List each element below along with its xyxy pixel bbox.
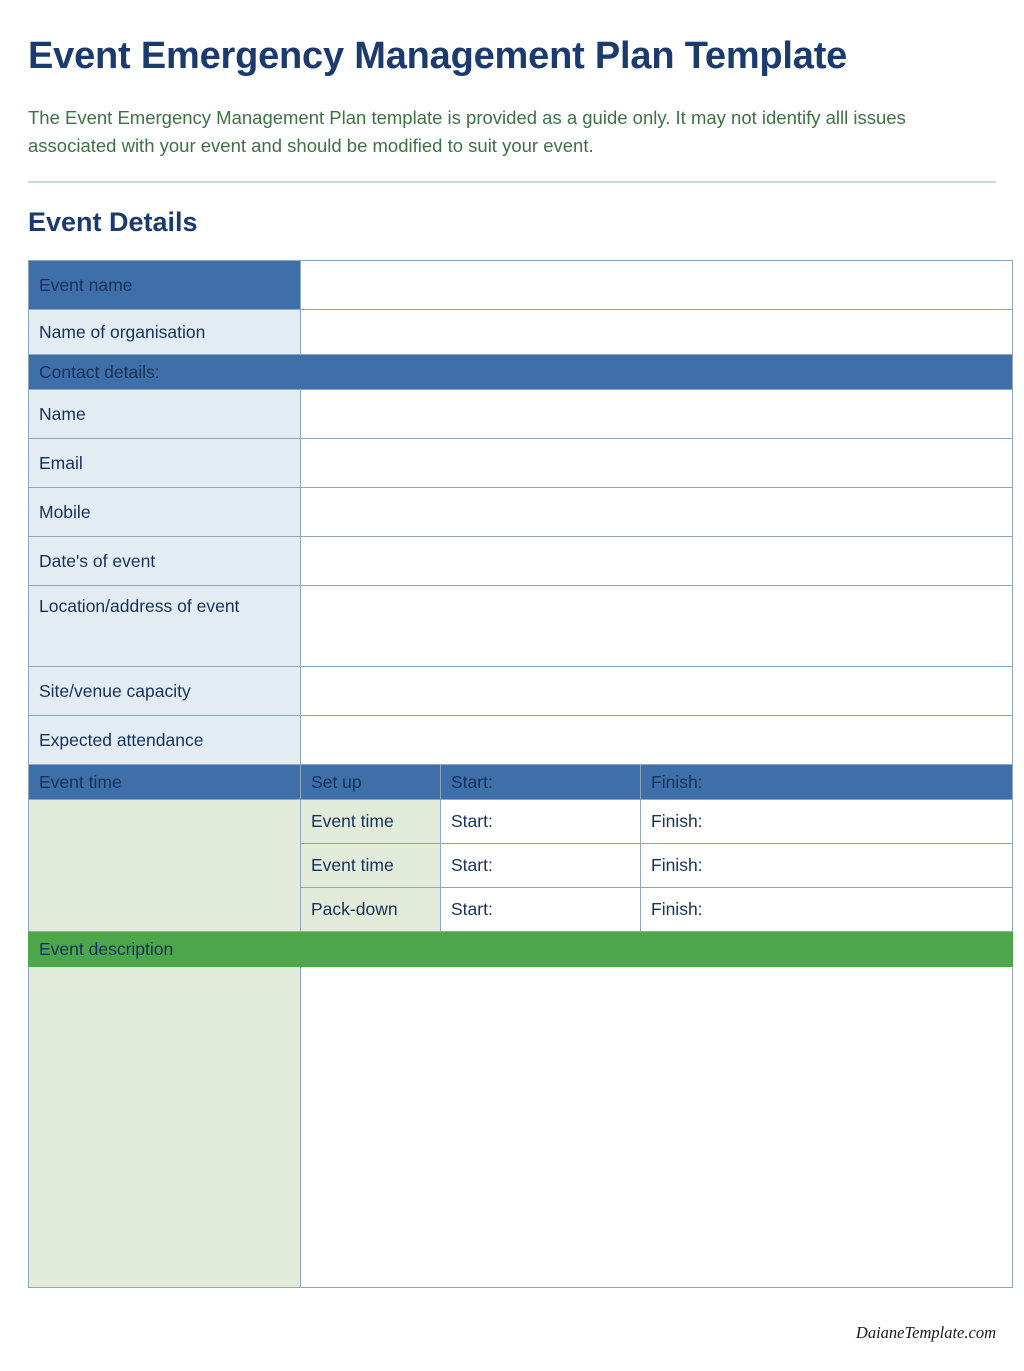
field-event-description[interactable] xyxy=(301,967,1013,1288)
table-row xyxy=(29,800,1013,844)
label-expected-attendance: Expected attendance xyxy=(29,716,301,765)
table-row xyxy=(29,488,1013,537)
table-row xyxy=(29,355,1013,390)
page-title: Event Emergency Management Plan Template xyxy=(28,35,848,77)
field-event-time-finish-3[interactable]: Finish: xyxy=(641,888,1013,932)
field-event-time-start-2[interactable]: Start: xyxy=(441,844,641,888)
label-contact-name: Name xyxy=(29,390,301,439)
section-title-event-details: Event Details xyxy=(28,207,198,238)
label-event-time-phase-3: Pack-down xyxy=(301,888,441,932)
field-contact-name[interactable] xyxy=(301,390,1013,439)
label-event-time-phase-1: Event time xyxy=(301,800,441,844)
label-location-of-event: Location/address of event xyxy=(29,586,301,667)
label-event-time-phase-2: Event time xyxy=(301,844,441,888)
table-row xyxy=(29,439,1013,488)
table-row xyxy=(29,586,1013,667)
event-description-sidebar[interactable] xyxy=(29,967,301,1288)
field-name-of-organisation[interactable] xyxy=(301,310,1013,355)
label-contact-mobile: Mobile xyxy=(29,488,301,537)
table-row xyxy=(29,537,1013,586)
label-event-name: Event name xyxy=(29,261,301,310)
field-location-of-event[interactable] xyxy=(301,586,1013,667)
footer-watermark: DaianeTemplate.com xyxy=(855,1323,996,1342)
field-contact-mobile[interactable] xyxy=(301,488,1013,537)
label-name-of-organisation: Name of organisation xyxy=(29,310,301,355)
label-dates-of-event: Date's of event xyxy=(29,537,301,586)
field-event-time-start-1[interactable]: Start: xyxy=(441,800,641,844)
table-row xyxy=(29,765,1013,800)
label-event-time-phase-header: Set up xyxy=(301,765,441,800)
field-dates-of-event[interactable] xyxy=(301,537,1013,586)
field-event-time-finish-1[interactable]: Finish: xyxy=(641,800,1013,844)
table-row xyxy=(29,261,1013,310)
field-contact-email[interactable] xyxy=(301,439,1013,488)
field-event-time-finish-2[interactable]: Finish: xyxy=(641,844,1013,888)
label-event-time-finish-header: Finish: xyxy=(641,765,1013,800)
label-event-time-start-header: Start: xyxy=(441,765,641,800)
table-row xyxy=(29,667,1013,716)
band-contact-details: Contact details: xyxy=(29,355,1013,390)
table-row xyxy=(29,932,1013,967)
label-site-venue-capacity: Site/venue capacity xyxy=(29,667,301,716)
field-site-venue-capacity[interactable] xyxy=(301,667,1013,716)
field-expected-attendance[interactable] xyxy=(301,716,1013,765)
label-event-time-header: Event time xyxy=(29,765,301,800)
field-event-time-start-3[interactable]: Start: xyxy=(441,888,641,932)
table-row xyxy=(29,716,1013,765)
table-row xyxy=(29,967,1013,1288)
band-event-description: Event description xyxy=(29,932,1013,967)
field-event-time-notes[interactable] xyxy=(29,800,301,932)
table-row xyxy=(29,390,1013,439)
intro-paragraph: The Event Emergency Management Plan template is provided as a guide only. It may not identify alll issues associated with your event and should be modified to suit your event. xyxy=(28,106,906,157)
field-event-name[interactable] xyxy=(301,261,1013,310)
label-contact-email: Email xyxy=(29,439,301,488)
event-details-table xyxy=(28,260,1013,1288)
table-row xyxy=(29,310,1013,355)
